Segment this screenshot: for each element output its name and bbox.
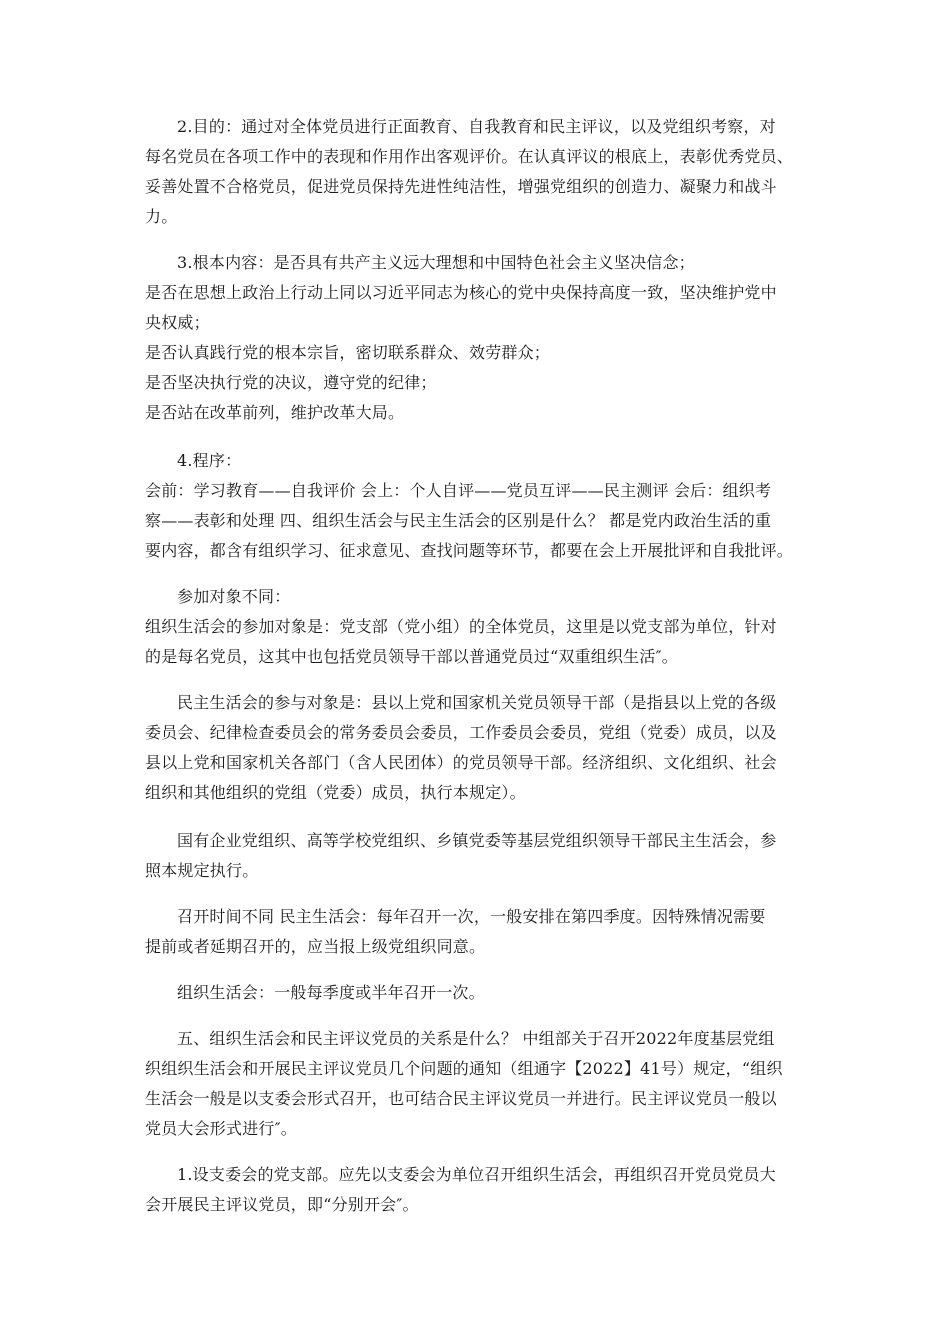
text-line: 国有企业党组织、高等学校党组织、乡镇党委等基层党组织领导干部民主生活会，参 xyxy=(177,831,777,850)
paragraph-procedure xyxy=(145,446,815,566)
text-line: 是否认真践行党的根本宗旨，密切联系群众、效劳群众； xyxy=(145,343,551,362)
text-line: 央权威； xyxy=(145,313,210,332)
text-line: 2.目的：通过对全体党员进行正面教育、自我教育和民主评议，以及党组织考察，对 xyxy=(177,117,776,136)
paragraph-org-life xyxy=(145,978,815,1008)
paragraph-relation xyxy=(145,1024,815,1144)
text-line: 组织生活会：一般每季度或半年召开一次。 xyxy=(177,983,485,1002)
text-line: 生活会一般是以支委会形式召开，也可结合民主评议党员一并进行。民主评议党员一般以 xyxy=(145,1089,777,1108)
text-line: 会前：学习教育——自我评价 会上：个人自评——党员互评——民主测评 会后：组织考 xyxy=(145,481,772,500)
paragraph-timing xyxy=(145,902,815,962)
text-line: 4.程序： xyxy=(177,451,242,470)
text-line: 参加对象不同： xyxy=(177,587,291,606)
text-line: 每名党员在各项工作中的表现和作用作出客观评价。在认真评议的根底上，表彰优秀党员、 xyxy=(145,147,794,166)
text-line: 党员大会形式进行″。 xyxy=(145,1119,297,1138)
text-line: 是否在思想上政治上行动上同以习近平同志为核心的党中央保持高度一致，坚决维护党中 xyxy=(145,283,777,302)
text-line: 委员会、纪律检查委员会的常务委员会委员，工作委员会委员，党组（党委）成员，以及 xyxy=(145,723,777,742)
text-line: 召开时间不同 民主生活会：每年召开一次，一般安排在第四季度。因特殊情况需要 xyxy=(177,907,766,926)
text-line: 五、组织生活会和民主评议党员的关系是什么？ 中组部关于召开2022年度基层党组 xyxy=(177,1029,775,1048)
text-line: 的是每名党员，这其中也包括党员领导干部以普通党员过“双重组织生活″。 xyxy=(145,647,678,666)
text-line: 提前或者延期召开的，应当报上级党组织同意。 xyxy=(145,937,486,956)
text-line: 县以上党和国家机关各部门（含人民团体）的党员领导干部。经济组织、文化组织、社会 xyxy=(145,753,777,772)
paragraph-branch xyxy=(145,1160,815,1220)
text-line: 照本规定执行。 xyxy=(145,861,259,880)
text-line: 1.设支委会的党支部。应先以支委会为单位召开组织生活会，再组织召开党员党员大 xyxy=(177,1165,776,1184)
text-line: 织组织生活会和开展民主评议党员几个问题的通知（组通字【2022】41号）规定，“组织 xyxy=(145,1059,783,1078)
text-line: 是否坚决执行党的决议，遵守党的纪律； xyxy=(145,373,437,392)
paragraph-state-enterprises xyxy=(145,826,815,886)
paragraph-participants xyxy=(145,582,815,672)
paragraph-content xyxy=(145,248,815,428)
text-line: 要内容，都含有组织学习、征求意见、查找问题等环节，都要在会上开展批评和自我批评。 xyxy=(145,541,794,560)
text-line: 民主生活会的参与对象是：县以上党和国家机关党员领导干部（是指县以上党的各级 xyxy=(177,693,777,712)
text-line: 是否站在改革前列，维护改革大局。 xyxy=(145,403,405,422)
text-line: 会开展民主评议党员，即“分别开会″。 xyxy=(145,1195,419,1214)
text-line: 3.根本内容：是否具有共产主义远大理想和中国特色社会主义坚决信念； xyxy=(177,253,695,272)
text-line: 组织生活会的参加对象是：党支部（党小组）的全体党员，这里是以党支部为单位，针对 xyxy=(145,617,777,636)
text-line: 妥善处置不合格党员，促进党员保持先进性纯洁性，增强党组织的创造力、凝聚力和战斗 xyxy=(145,177,777,196)
text-line: 组织和其他组织的党组（党委）成员，执行本规定）。 xyxy=(145,783,526,802)
text-line: 察——表彰和处理 四、组织生活会与民主生活会的区别是什么？ 都是党内政治生活的重 xyxy=(145,511,772,530)
paragraph-purpose xyxy=(145,112,815,232)
paragraph-democratic-life xyxy=(145,688,815,808)
text-line: 力。 xyxy=(145,207,178,226)
